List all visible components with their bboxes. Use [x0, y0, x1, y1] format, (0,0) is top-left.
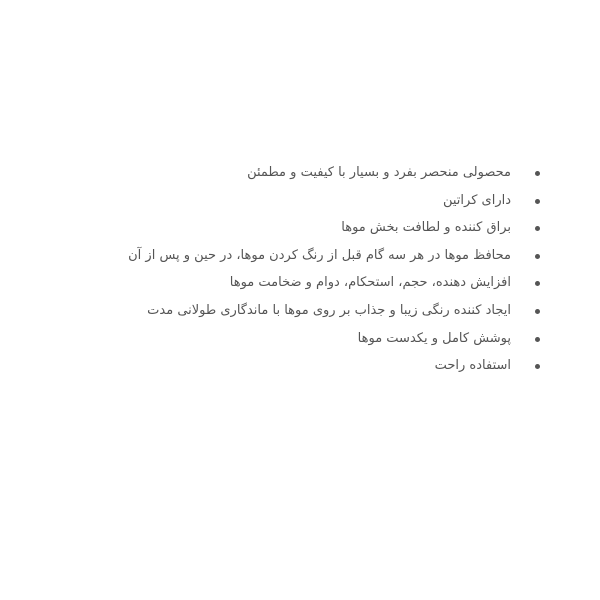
- bullet-icon: [535, 199, 540, 204]
- list-item-text: محافظ موها در هر سه گام قبل از رنگ کردن موها، در حین و پس از آن: [128, 247, 511, 263]
- feature-list: [70, 159, 540, 380]
- list-item-text: استفاده راحت: [434, 358, 511, 374]
- list-item: [70, 159, 540, 187]
- list-item: [70, 297, 540, 325]
- bullet-icon: [535, 337, 540, 342]
- bullet-icon: [535, 171, 540, 176]
- bullet-icon: [535, 254, 540, 259]
- list-item: [70, 325, 540, 353]
- list-item-text: ایجاد کننده رنگی زیبا و جذاب بر روی موها با ماندگاری طولانی مدت: [147, 302, 511, 318]
- list-item: [70, 187, 540, 215]
- list-item-text: افزایش دهنده، حجم، استحکام، دوام و ضخامت موها: [229, 275, 511, 291]
- list-item: [70, 242, 540, 270]
- list-item: [70, 214, 540, 242]
- list-item: [70, 269, 540, 297]
- list-item: [70, 352, 540, 380]
- bullet-icon: [535, 309, 540, 314]
- list-item-text: پوشش کامل و یکدست موها: [357, 330, 511, 346]
- bullet-icon: [535, 226, 540, 231]
- list-item-text: براق کننده و لطافت بخش موها: [341, 220, 511, 236]
- bullet-icon: [535, 364, 540, 369]
- list-item-text: محصولی منحصر بفرد و بسیار با کیفیت و مطمئن: [247, 165, 511, 180]
- bullet-icon: [535, 281, 540, 286]
- list-item-text: دارای کراتین: [442, 192, 511, 208]
